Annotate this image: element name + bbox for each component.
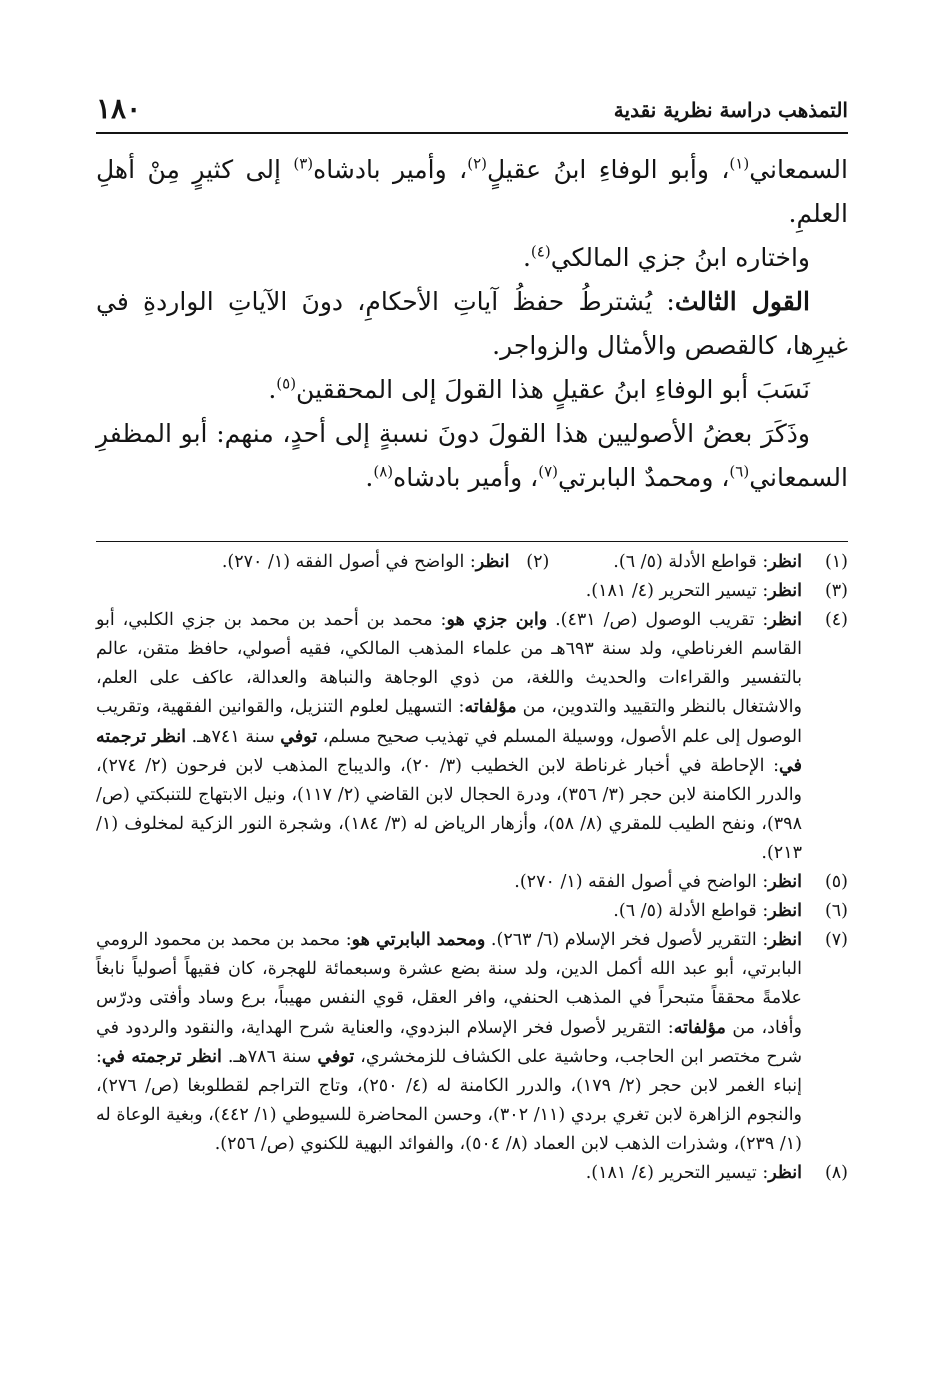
paragraph: وذَكَرَ بعضُ الأصوليين هذا القولَ دونَ نسبةٍ إلى أحدٍ، منهم: أبو المظفرِ السمعاني$^{(٦)}$، ومحمدٌ البابرتي$^{(٧)}$، وأمير بادشاه$^{(٨)}$. — [96, 419, 848, 492]
footnote-number: (٦) — [824, 901, 848, 922]
footnote-ref: (٣) — [293, 154, 314, 173]
footnote-divider — [96, 541, 848, 542]
section-label: القول الثالث — [674, 287, 810, 316]
header-divider — [96, 132, 848, 134]
footnote-number: (٧) — [824, 930, 848, 951]
paragraph: القول الثالث: يُشترطُ حفظُ آياتِ الأحكامِ، دونَ الآياتِ الواردةِ في غيرِها، كالقصص والأمثال والزواجر. — [96, 287, 848, 360]
footnote-number: (١) — [824, 552, 848, 572]
footnote-number: (٨) — [824, 1162, 848, 1183]
footnote-number: (٣) — [824, 581, 848, 602]
footnote-number: (٢) — [526, 552, 550, 572]
footnote-ref: (١) — [729, 154, 750, 173]
footnote-5: (٥) انظر: الواضح في أصول الفقه (١/ ٢٧٠). — [96, 868, 848, 897]
footnote-ref: (٧) — [538, 462, 558, 481]
footnote-number: (٥) — [824, 872, 848, 893]
footnote-6: (٦) انظر: قواطع الأدلة (٥/ ٦). — [96, 897, 848, 926]
paragraph: واختاره ابنُ جزي المالكي$^{(٤)}$. — [522, 242, 810, 272]
footnote-7: (٧) انظر: التقرير لأصول فخر الإسلام (٦/ ٢٦٣). ومحمد البابرتي هو: محمد بن محمد بن محمود الرومي البابرتي، أبو عبد الله أكمل الدين، ولد سنة بضع عشرة وسبعمائة للهجرة، كان فقيهاً أصولياً نابغاً علامةً محققاً متبحراً في المذهب الحنفي، وافر العقل، قوي النفس مهيباً، برع وساد وأفتى ودرّس وأفاد، من مؤلفاته: التقرير لأصول فخر الإسلام البزدوي، والعناية شرح الهداية، والنقود والردود في شرح مختصر ابن الحاجب، وحاشية على الكشاف للزمخشري، توفي سنة ٧٨٦هـ. انظر ترجمته في: إنباء الغمر لابن حجر (٢/ ١٧٩)، والدرر الكامنة له (٤/ ٢٥٠)، وتاج التراجم لقطلوبغا (ص/ ٢٧٦)، والنجوم الزاهرة لابن تغري بردي (١١/ ٣٠٢)، وحسن المحاضرة للسيوطي (١/ ٤٤٢)، وبغية الوعاة له (١/ ٢٣٩)، وشذرات الذهب لابن العماد (٨/ ٥٠٤)، والفوائد البهية للكنوي (ص/ ٢٥٦). — [96, 926, 848, 1159]
page-header — [96, 92, 848, 132]
footnote-8: (٨) انظر: تيسير التحرير (٤/ ١٨١). — [96, 1159, 848, 1188]
footnote-ref: (٥) — [276, 374, 297, 393]
footnote-4: (٤) انظر: تقريب الوصول (ص/ ٤٣١). وابن جزي هو: محمد بن أحمد بن محمد بن جزي الكلبي، أبو القاسم الغرناطي، ولد سنة ٦٩٣هـ من علماء المذهب المالكي، فقيه أصولي، حافظ متقن، عالم بالتفسير والقراءات والحديث واللغة، من ذوي الوجاهة والنباهة والعدالة، عاكف على العلم، والاشتغال بالنظر والتقييد والتدوين، من مؤلفاته: التسهيل لعلوم التنزيل، والقوانين الفقهية، وتقريب الوصول إلى علم الأصول، ووسيلة المسلم في تهذيب صحيح مسلم، توفي سنة ٧٤١هـ. انظر ترجمته في: الإحاطة في أخبار غرناطة لابن الخطيب (٣/ ٢٠)، والديباج المذهب لابن فرحون (٢/ ٢٧٤)، والدرر الكامنة لابن حجر (٣/ ٣٥٦)، ودرة الحجال لابن القاضي (٢/ ١١٧)، ونيل الابتهاج للتنبكتي (ص/ ٣٩٨)، ونفح الطيب للمقري (٨/ ٥٨)، وأزهار الرياض له (٣/ ١٨٤)، وشجرة النور الزكية لمخلوف (١/ ٢١٣). — [96, 606, 848, 868]
footnote-ref: (٨) — [373, 462, 394, 481]
footnote-ref: (٢) — [467, 154, 487, 173]
footnote-3: (٣) انظر: تيسير التحرير (٤/ ١٨١). — [96, 577, 848, 606]
paragraph: نَسَبَ أبو الوفاءِ ابنُ عقيلٍ هذا القولَ إلى المحققين$^{(٥)}$. — [268, 374, 810, 404]
paragraph: السمعاني$^{(١)}$، وأبو الوفاءِ ابنُ عقيلٍ$^{(٢)}$، وأمير بادشاه$^{(٣)}$ إلى كثيرٍ مِنْ أهلِ العلمِ. — [96, 154, 848, 228]
footnote-ref: (٦) — [729, 462, 750, 481]
running-title: التمذهب دراسة نظرية نقدية — [613, 98, 848, 122]
footnote-ref: (٤) — [530, 242, 551, 261]
footnotes — [96, 548, 848, 1188]
footnote-number: (٤) — [824, 610, 848, 631]
page-number: ١٨٠ — [96, 92, 142, 125]
footnote-1-2: (١) انظر: قواطع الأدلة (٥/ ٦).(٢) انظر: الواضح في أصول الفقه (١/ ٢٧٠). — [96, 548, 848, 577]
main-text — [96, 148, 848, 500]
